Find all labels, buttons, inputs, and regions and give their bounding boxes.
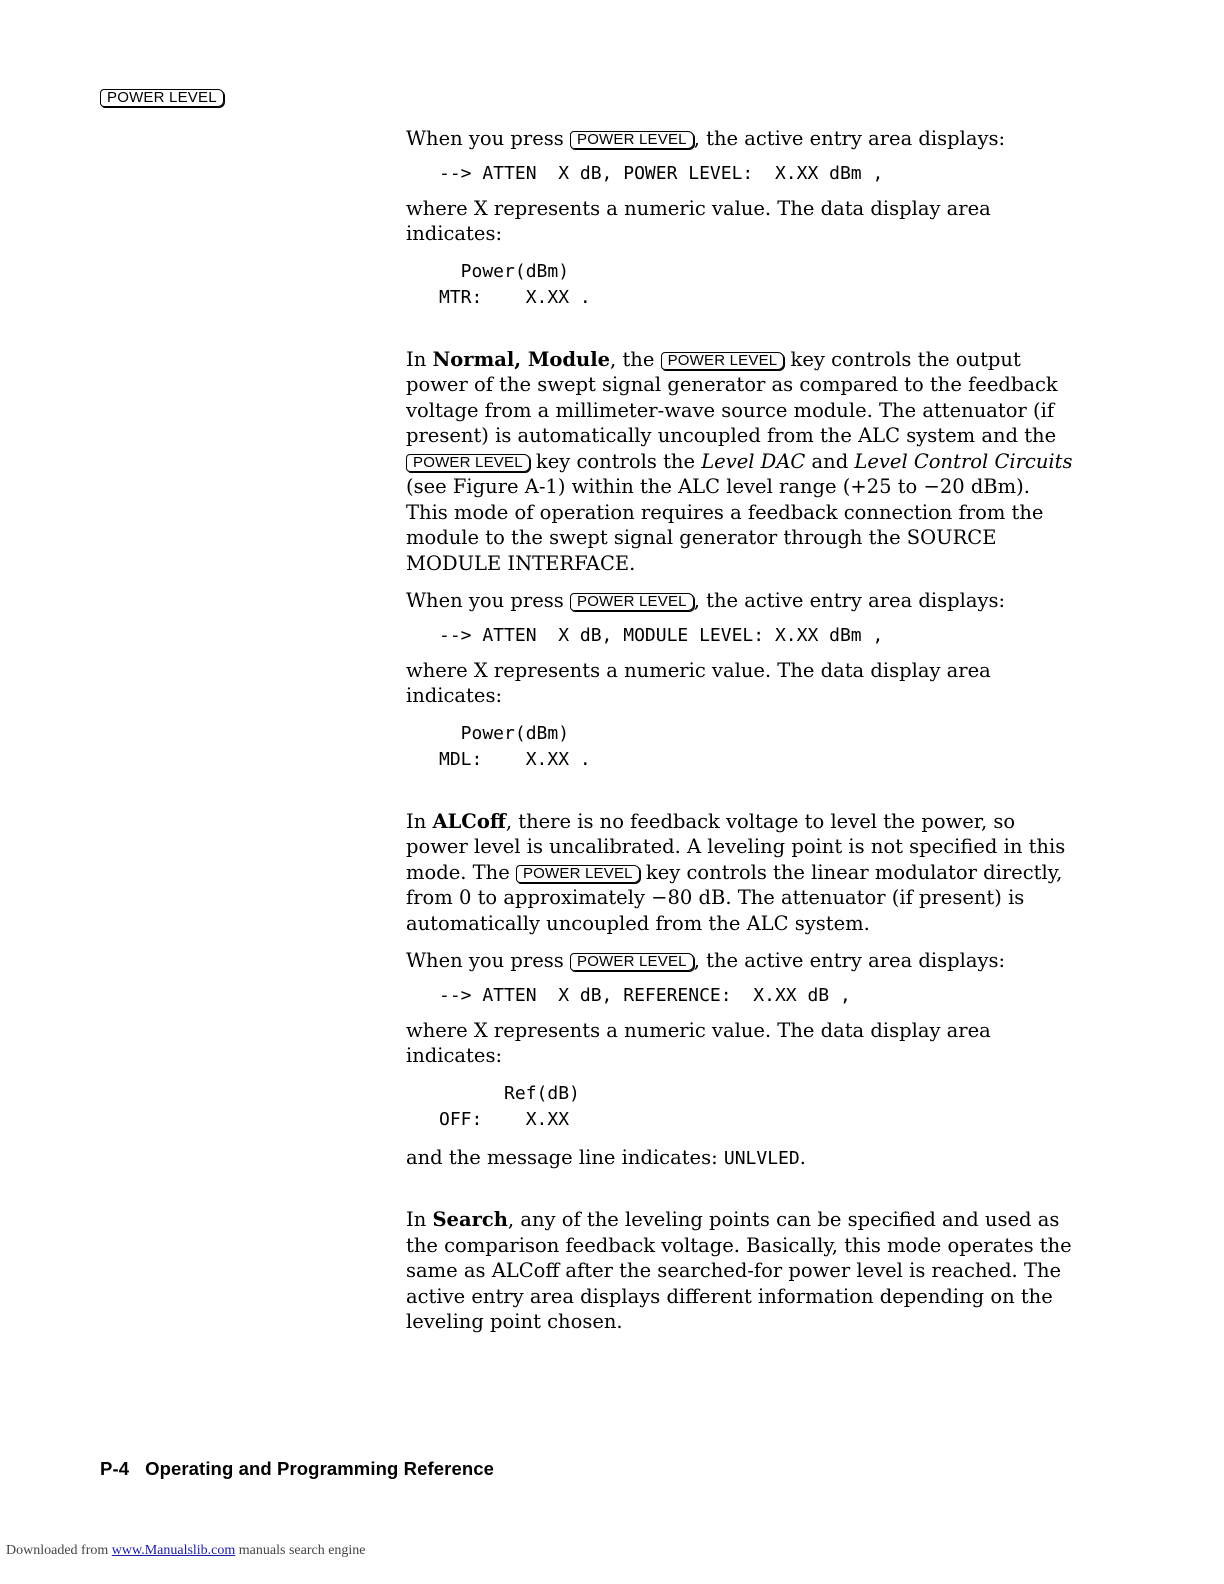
data-display-3: Ref(dB) OFF: X.XX bbox=[439, 1082, 580, 1130]
active-entry-line-1: --> ATTEN X dB, POWER LEVEL: X.XX dBm , bbox=[439, 162, 884, 184]
power-level-key: POWER LEVEL bbox=[406, 454, 530, 472]
active-entry-line-2: --> ATTEN X dB, MODULE LEVEL: X.XX dBm , bbox=[439, 624, 884, 646]
paragraph-press-2: When you press POWER LEVEL , the active entry area displays: bbox=[406, 589, 1006, 612]
page-number: P-4 bbox=[100, 1458, 130, 1479]
active-entry-line-3: --> ATTEN X dB, REFERENCE: X.XX dB , bbox=[439, 984, 851, 1006]
power-level-key: POWER LEVEL bbox=[570, 953, 694, 971]
paragraph-press-1: When you press POWER LEVEL , the active entry area displays: bbox=[406, 127, 1006, 150]
header-key bbox=[100, 88, 224, 107]
main-content bbox=[406, 126, 1076, 1335]
power-level-key: POWER LEVEL bbox=[661, 352, 785, 370]
footer-title: Operating and Programming Reference bbox=[145, 1458, 495, 1479]
power-level-key: POWER LEVEL bbox=[516, 865, 640, 883]
power-level-key: POWER LEVEL bbox=[570, 593, 694, 611]
data-display-1: Power(dBm) MTR: X.XX . bbox=[439, 260, 591, 308]
paragraph-press-3: When you press POWER LEVEL , the active entry area displays: bbox=[406, 949, 1006, 972]
data-display-2: Power(dBm) MDL: X.XX . bbox=[439, 722, 591, 770]
power-level-key: POWER LEVEL bbox=[570, 131, 694, 149]
manualslib-link[interactable]: www.Manualslib.com bbox=[111, 1543, 236, 1558]
page-footer bbox=[100, 1458, 494, 1480]
paragraph-alcoff: In ALCoff, there is no feedback voltage to level the power, so power level is uncalibrated. A leveling point is not specified in this mode. The POWER LEVEL key controls the linear modulator directly, from 0 to approximately −80 dB. The attenuator (if present) is automatically uncoupled from the ALC system. bbox=[406, 809, 1066, 935]
paragraph-where-1: where X represents a numeric value. The data display area indicates: bbox=[406, 196, 991, 245]
paragraph-search: In Search, any of the leveling points can be specified and used as the comparison feedback voltage. Basically, this mode operates the same as ALCoff after the searched-for power level is reached. The active entry area displays different information depending on the leveling point chosen. bbox=[406, 1208, 1072, 1333]
paragraph-where-3: where X represents a numeric value. The data display area indicates: bbox=[406, 1018, 991, 1067]
paragraph-normal-module: In Normal, Module, the POWER LEVEL key controls the output power of the swept signal generator as compared to the feedback voltage from a millimeter-wave source module. The attenuator (if present) is automatically uncoupled from the ALC system and the POWER LEVEL key controls the Level DAC and Level Control Circuits (see Figure A-1) within the ALC level range (+25 to −20 dBm). This mode of operation requires a feedback connection from the module to the swept signal generator through the SOURCE MODULE INTERFACE. bbox=[406, 347, 1073, 575]
paragraph-message-line: and the message line indicates: UNLVLED. bbox=[406, 1145, 806, 1169]
download-banner: Downloaded from www.Manualslib.com manuals search engine bbox=[6, 1543, 366, 1558]
paragraph-where-2: where X represents a numeric value. The data display area indicates: bbox=[406, 658, 991, 707]
power-level-key: POWER LEVEL bbox=[100, 89, 224, 107]
